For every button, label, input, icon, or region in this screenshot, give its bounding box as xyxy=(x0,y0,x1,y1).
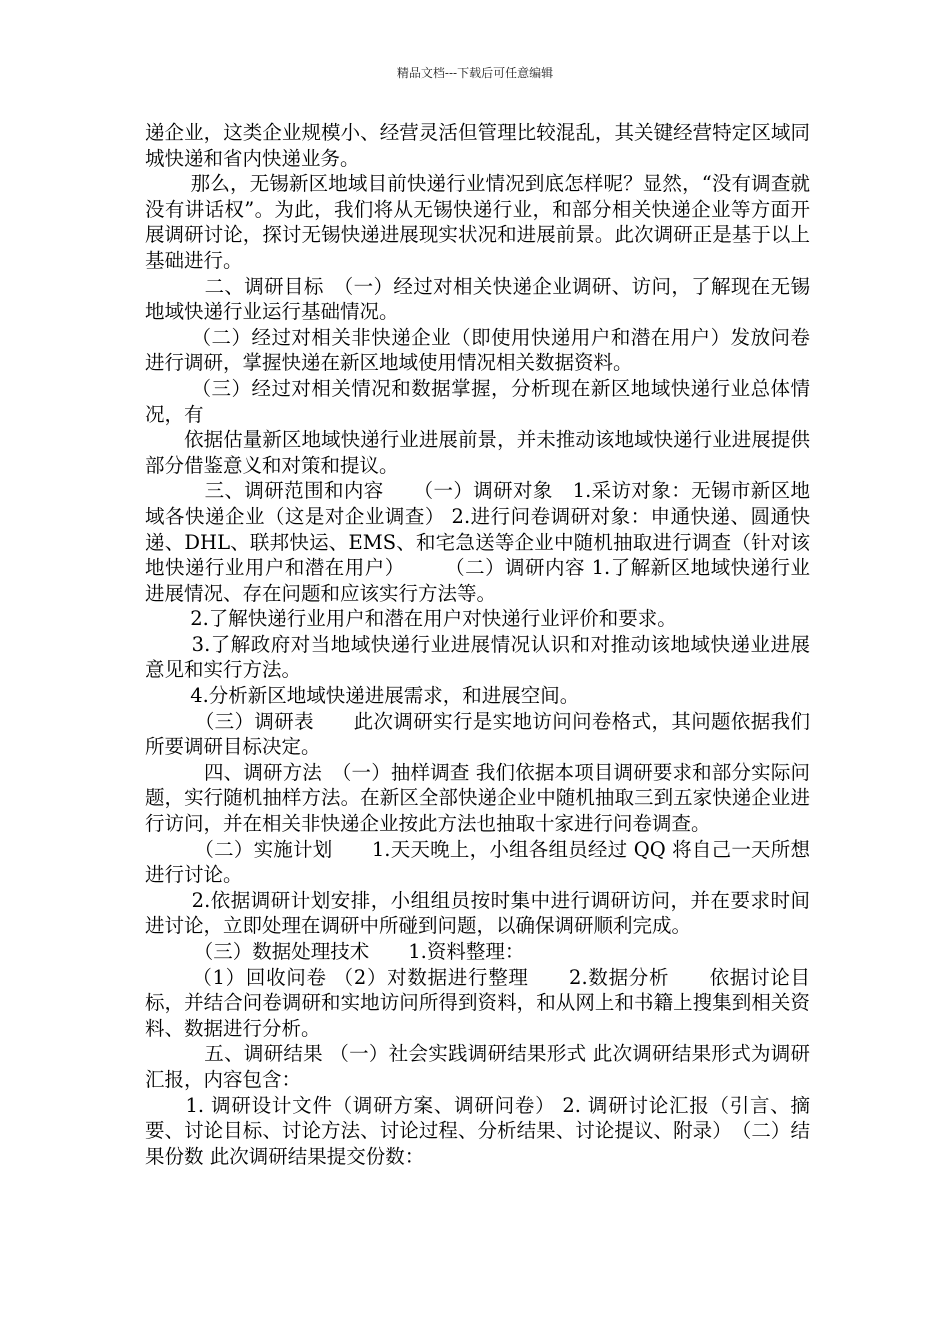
paragraph: （三）经过对相关情况和数据掌握，分析现在新区地域快递行业总体情况，有 xyxy=(145,376,810,426)
paragraph: 3.了解政府对当地域快递行业进展情况认识和对推动该地域快递业进展意见和实行方法。 xyxy=(145,632,810,682)
document-body xyxy=(145,120,810,1169)
paragraph: （三）数据处理技术 1.资料整理： xyxy=(145,940,525,963)
paragraph: （三）调研表 此次调研实行是实地访问问卷格式，其问题依据我们所要调研目标决定。 xyxy=(145,709,810,759)
paragraph: 三、调研范围和内容 （一）调研对象 1.采访对象：无锡市新区地域各快递企业（这是对企业调查） 2.进行问卷调研对象：申通快递、圆通快递、DHL、联邦快运、EMS、和宅急送等企业中随机抽取进行调查（针对该地快递行业用户和潜在用户） （二）调研内容 1.了解新区地域快递行业进展情况、存在问题和应该实行方法等。 xyxy=(145,479,810,605)
page-header: 精品文档---下载后可任意编辑 xyxy=(396,66,554,80)
paragraph: 递企业，这类企业规模小、经营灵活但管理比较混乱，其关键经营特定区域同城快递和省内快递业务。 xyxy=(145,121,810,170)
paragraph: 1. 调研设计文件（调研方案、调研问卷） 2. 调研讨论汇报（引言、摘要、讨论目标、讨论方法、讨论过程、分析结果、讨论提议、附录） （二）结果份数 此次调研结果提交份数： xyxy=(145,1093,810,1168)
paragraph: 二、调研目标 （一）经过对相关快递企业调研、访问，了解现在无锡地域快递行业运行基础情况。 xyxy=(145,274,810,324)
paragraph: （二）经过对相关非快递企业（即使用快递用户和潜在用户）发放问卷进行调研，掌握快递在新区地域使用情况相关数据资料。 xyxy=(145,325,810,375)
paragraph: （二）实施计划 1.天天晚上，小组各组员经过 QQ 将自己一天所想进行讨论。 xyxy=(145,837,810,887)
paragraph: 2.依据调研计划安排，小组组员按时集中进行调研访问，并在要求时间进讨论，立即处理在调研中所碰到问题，以确保调研顺利完成。 xyxy=(145,888,810,938)
paragraph: 五、调研结果 （一）社会实践调研结果形式 此次调研结果形式为调研汇报，内容包含： xyxy=(145,1042,810,1091)
paragraph: 依据估量新区地域快递行业进展前景，并未推动该地域快递行业进展提供部分借鉴意义和对策和提议。 xyxy=(145,428,810,477)
paragraph: 4.分析新区地域快递进展需求，和进展空间。 xyxy=(145,684,580,708)
paragraph: 2.了解快递行业用户和潜在用户对快递行业评价和要求。 xyxy=(145,607,677,631)
paragraph: 那么，无锡新区地域目前快递行业情况到底怎样呢？显然，“没有调查就没有讲话权”。为此，我们将从无锡快递行业，和部分相关快递企业等方面开展调研讨论，探讨无锡快递进展现实状况和进展前景。此次调研正是基于以上基础进行。 xyxy=(145,172,810,272)
paragraph: （1）回收问卷 （2）对数据进行整理 2.数据分析 依据讨论目标，并结合问卷调研和实地访问所得到资料，和从网上和书籍上搜集到相关资料、数据进行分析。 xyxy=(145,965,810,1040)
paragraph: 四、调研方法 （一）抽样调查 我们依据本项目调研要求和部分实际问题，实行随机抽样方法。在新区全部快递企业中随机抽取三到五家快递企业进行访问，并在相关非快递企业按此方法也抽取十家进行问卷调查。 xyxy=(145,760,810,836)
